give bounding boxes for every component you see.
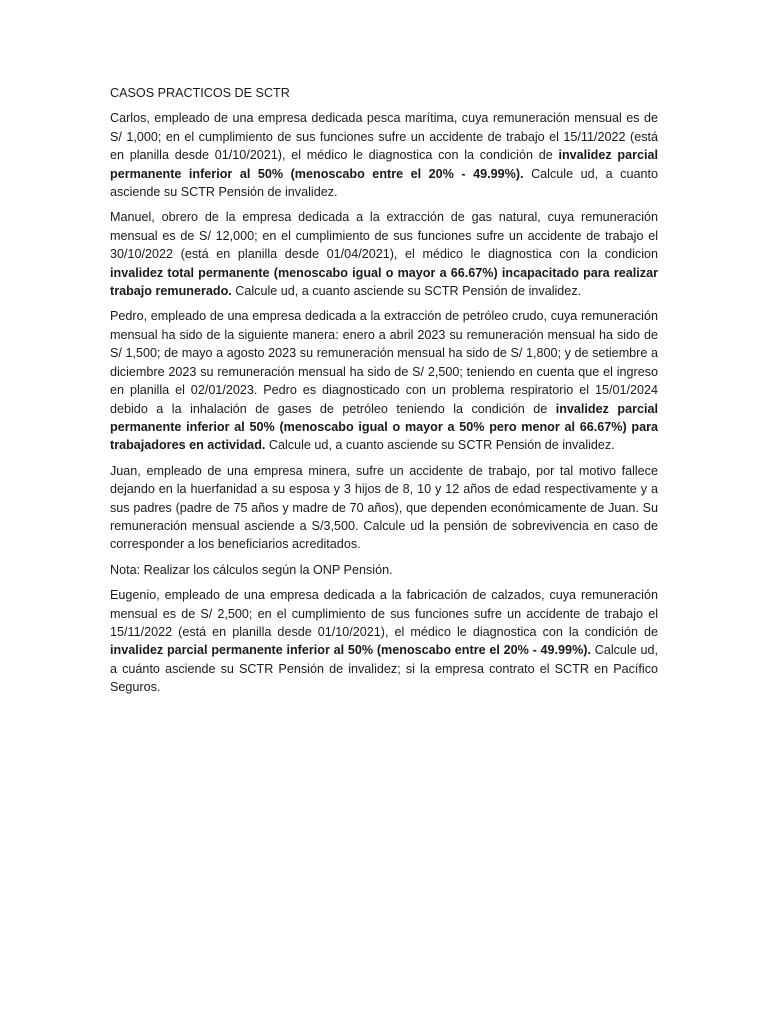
case-pedro-text-start: Pedro, empleado de una empresa dedicada a la extracción de petróleo crudo, cuya remuneración mensual ha sido de la siguiente manera: enero a abril 2023 su remuneración mensual ha sido de S/ 1,500; de mayo a agosto 2023 su remuneración mensual ha sido de S/ 1,800; y de setiembre a diciembre 2023 su remuneración mensual ha sido de S/ 2,500; teniendo en cuenta que el ingreso en planilla el 02/01/2023. Pedro es diagnosticado con un problema respiratorio el 15/01/2024 debido a la inhalación de gases de petróleo teniendo la condición de [110, 309, 658, 416]
case-pedro-condition: invalidez parcial permanente inferior al 50% (menoscabo igual o mayor a 50% pero menor al 66.67%) para trabajadores en actividad. [110, 401, 658, 453]
case-eugenio-text-start: Eugenio, empleado de una empresa dedicada a la fabricación de calzados, cuya remuneración mensual es de S/ 2,500; en el cumplimiento de sus funciones sufre un accidente de trabajo el 15/11/2022 (está en planilla desde 01/10/2021), el médico le diagnostica con la condición de [110, 588, 658, 639]
case-eugenio-paragraph [110, 586, 658, 696]
note-paragraph: Nota: Realizar los cálculos según la ONP Pensión. [110, 562, 393, 577]
document-title: CASOS PRACTICOS DE SCTR [110, 86, 290, 100]
case-juan-paragraph: Juan, empleado de una empresa minera, sufre un accidente de trabajo, por tal motivo fallece dejando en la huerfanidad a su esposa y 3 hijos de 8, 10 y 12 años de edad respectivamente y a sus padres (padre de 75 años y madre de 70 años), que dependen económicamente de Juan. Su remuneración mensual asciende a S/3,500. Calcule ud la pensión de sobrevivencia en caso de corresponder a los beneficiarios acreditados. [110, 463, 658, 552]
case-eugenio-condition: invalidez parcial permanente inferior al 50% (menoscabo entre el 20% - 49.99%). [110, 643, 591, 658]
case-carlos-text-start: Carlos, empleado de una empresa dedicada pesca marítima, cuya remuneración mensual es de S/ 1,000; en el cumplimiento de sus funciones sufre un accidente de trabajo el 15/11/2022 (está en planilla desde 01/10/2021), el médico le diagnostica con la condición de [110, 111, 658, 163]
case-carlos-question: Calcule ud, a cuanto asciende su SCTR Pensión de invalidez. [110, 166, 658, 200]
case-manuel-question: Calcule ud, a cuanto asciende su SCTR Pensión de invalidez. [231, 284, 582, 299]
case-carlos-condition: invalidez parcial permanente inferior al 50% (menoscabo entre el 20% - 49.99%). [110, 148, 658, 181]
document-page [110, 84, 658, 704]
case-pedro-paragraph [110, 307, 658, 454]
case-manuel-paragraph [110, 208, 658, 300]
case-pedro-question: Calcule ud, a cuanto asciende su SCTR Pensión de invalidez. [265, 438, 615, 453]
case-manuel-text-start: Manuel, obrero de la empresa dedicada a la extracción de gas natural, cuya remuneración mensual es de S/ 12,000; en el cumplimiento de sus funciones sufre un accidente de trabajo el 30/10/2022 (está en planilla desde 01/04/2021), el médico le diagnostica con la condicion [110, 210, 658, 262]
case-eugenio-question: Calcule ud, a cuánto asciende su SCTR Pensión de invalidez; si la empresa contrato el SCTR en Pacífico Seguros. [110, 643, 659, 695]
case-carlos-paragraph [110, 109, 658, 201]
case-manuel-condition: invalidez total permanente (menoscabo igual o mayor a 66.67%) incapacitado para realizar trabajo remunerado. [110, 265, 658, 299]
